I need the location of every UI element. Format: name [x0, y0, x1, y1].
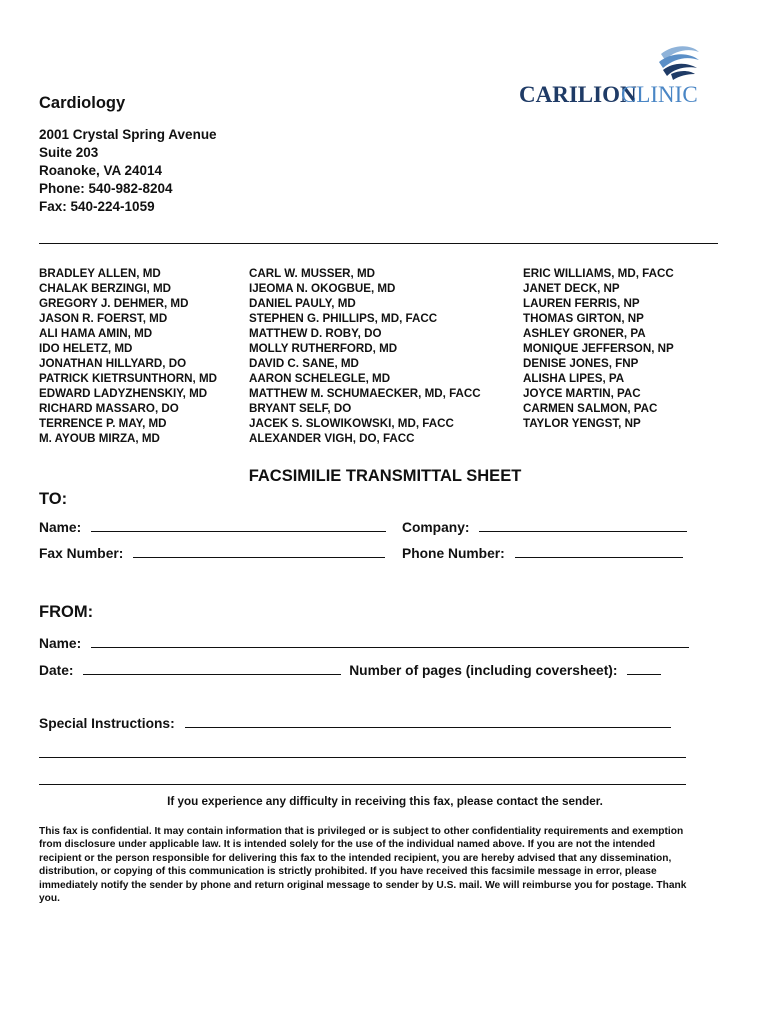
- to-phone-label: Phone Number:: [402, 546, 505, 561]
- from-name-row: [39, 636, 689, 651]
- staff-name: ERIC WILLIAMS, MD, FACC: [523, 267, 674, 280]
- staff-name: IDO HELETZ, MD: [39, 342, 133, 355]
- staff-name: JOYCE MARTIN, PAC: [523, 387, 641, 400]
- to-fax-label: Fax Number:: [39, 546, 124, 561]
- from-name-label: Name:: [39, 636, 82, 651]
- staff-name: PATRICK KIETRSUNTHORN, MD: [39, 372, 217, 385]
- staff-name: MATTHEW D. ROBY, DO: [249, 327, 382, 340]
- swoosh-logo-icon: [515, 42, 705, 108]
- carilion-clinic-logo: [515, 42, 705, 108]
- difficulty-notice: If you experience any difficulty in receiving this fax, please contact the sender.: [167, 795, 603, 808]
- staff-column-3: [523, 266, 674, 431]
- pages-field[interactable]: [627, 673, 661, 675]
- date-label: Date:: [39, 663, 74, 678]
- staff-name: THOMAS GIRTON, NP: [523, 312, 644, 325]
- to-heading: TO:: [39, 490, 68, 508]
- to-company-field[interactable]: [479, 530, 687, 532]
- staff-name: CHALAK BERZINGI, MD: [39, 282, 172, 295]
- address-block: [39, 126, 217, 216]
- staff-name: BRYANT SELF, DO: [249, 402, 352, 415]
- staff-name: ALEXANDER VIGH, DO, FACC: [249, 432, 415, 445]
- staff-name: TERRENCE P. MAY, MD: [39, 417, 167, 430]
- staff-name: RICHARD MASSARO, DO: [39, 402, 179, 415]
- fax-line: Fax: 540-224-1059: [39, 199, 155, 214]
- staff-name: M. AYOUB MIRZA, MD: [39, 432, 160, 445]
- staff-name: JACEK S. SLOWIKOWSKI, MD, FACC: [249, 417, 454, 430]
- staff-name: STEPHEN G. PHILLIPS, MD, FACC: [249, 312, 438, 325]
- form-title: FACSIMILIE TRANSMITTAL SHEET: [248, 467, 522, 485]
- special-instructions-row: [39, 716, 671, 731]
- staff-name: MONIQUE JEFFERSON, NP: [523, 342, 674, 355]
- staff-name: BRADLEY ALLEN, MD: [39, 267, 161, 280]
- to-phone-row: [402, 546, 683, 561]
- staff-name: JANET DECK, NP: [523, 282, 620, 295]
- staff-name: ALISHA LIPES, PA: [523, 372, 625, 385]
- staff-column-2: [249, 266, 481, 446]
- to-company-row: [402, 520, 687, 535]
- address-line: Roanoke, VA 24014: [39, 163, 163, 178]
- staff-name: IJEOMA N. OKOGBUE, MD: [249, 282, 396, 295]
- staff-name: DENISE JONES, FNP: [523, 357, 639, 370]
- staff-name: ASHLEY GRONER, PA: [523, 327, 646, 340]
- staff-name: ALI HAMA AMIN, MD: [39, 327, 153, 340]
- to-company-label: Company:: [402, 520, 470, 535]
- to-name-field[interactable]: [91, 530, 386, 532]
- confidentiality-notice: This fax is confidential. It may contain information that is privileged or is subject to other confidentiality requirements and exemption from disclosure under applicable law. It is intended solely for the use of the individual named above. If you are not the intended recipient or the person responsible for delivering this fax to the intended recipient, you are hereby advised that any dissemination, distribution, or copying of this communication is strictly prohibited. If you have received this facsimile message in error, please immediately notify the sender by phone and return original message to sender by U.S. mail. We will reimburse you for postage. Thank you.: [39, 826, 687, 905]
- staff-name: CARMEN SALMON, PAC: [523, 402, 658, 415]
- to-fax-field[interactable]: [133, 556, 385, 558]
- staff-name: GREGORY J. DEHMER, MD: [39, 297, 189, 310]
- from-heading: FROM:: [39, 603, 94, 621]
- special-instructions-line-3[interactable]: [39, 784, 686, 785]
- staff-name: JONATHAN HILLYARD, DO: [39, 357, 187, 370]
- to-fax-row: [39, 546, 385, 561]
- to-phone-field[interactable]: [515, 556, 683, 558]
- header-divider: [39, 243, 718, 244]
- staff-name: MOLLY RUTHERFORD, MD: [249, 342, 398, 355]
- logo-text-carilion: CARILION: [519, 82, 637, 107]
- address-line: 2001 Crystal Spring Avenue: [39, 127, 217, 142]
- from-name-field[interactable]: [91, 646, 689, 648]
- staff-name: EDWARD LADYZHENSKIY, MD: [39, 387, 208, 400]
- staff-name: DANIEL PAULY, MD: [249, 297, 356, 310]
- staff-name: CARL W. MUSSER, MD: [249, 267, 376, 280]
- staff-name: MATTHEW M. SCHUMAECKER, MD, FACC: [249, 387, 481, 400]
- to-name-label: Name:: [39, 520, 82, 535]
- staff-name: JASON R. FOERST, MD: [39, 312, 168, 325]
- logo-text-clinic: CLINIC: [621, 82, 698, 107]
- staff-name: DAVID C. SANE, MD: [249, 357, 359, 370]
- special-instructions-label: Special Instructions:: [39, 716, 175, 731]
- date-field[interactable]: [83, 673, 341, 675]
- department-title: Cardiology: [39, 94, 126, 112]
- address-line: Suite 203: [39, 145, 99, 160]
- date-row: [39, 663, 661, 678]
- special-instructions-line-2[interactable]: [39, 757, 686, 758]
- staff-column-1: [39, 266, 217, 446]
- to-name-row: [39, 520, 386, 535]
- pages-label: Number of pages (including coversheet):: [349, 663, 618, 678]
- special-instructions-field[interactable]: [185, 726, 671, 728]
- staff-name: TAYLOR YENGST, NP: [523, 417, 641, 430]
- staff-name: LAUREN FERRIS, NP: [523, 297, 640, 310]
- staff-name: AARON SCHELEGLE, MD: [249, 372, 391, 385]
- phone-line: Phone: 540-982-8204: [39, 181, 173, 196]
